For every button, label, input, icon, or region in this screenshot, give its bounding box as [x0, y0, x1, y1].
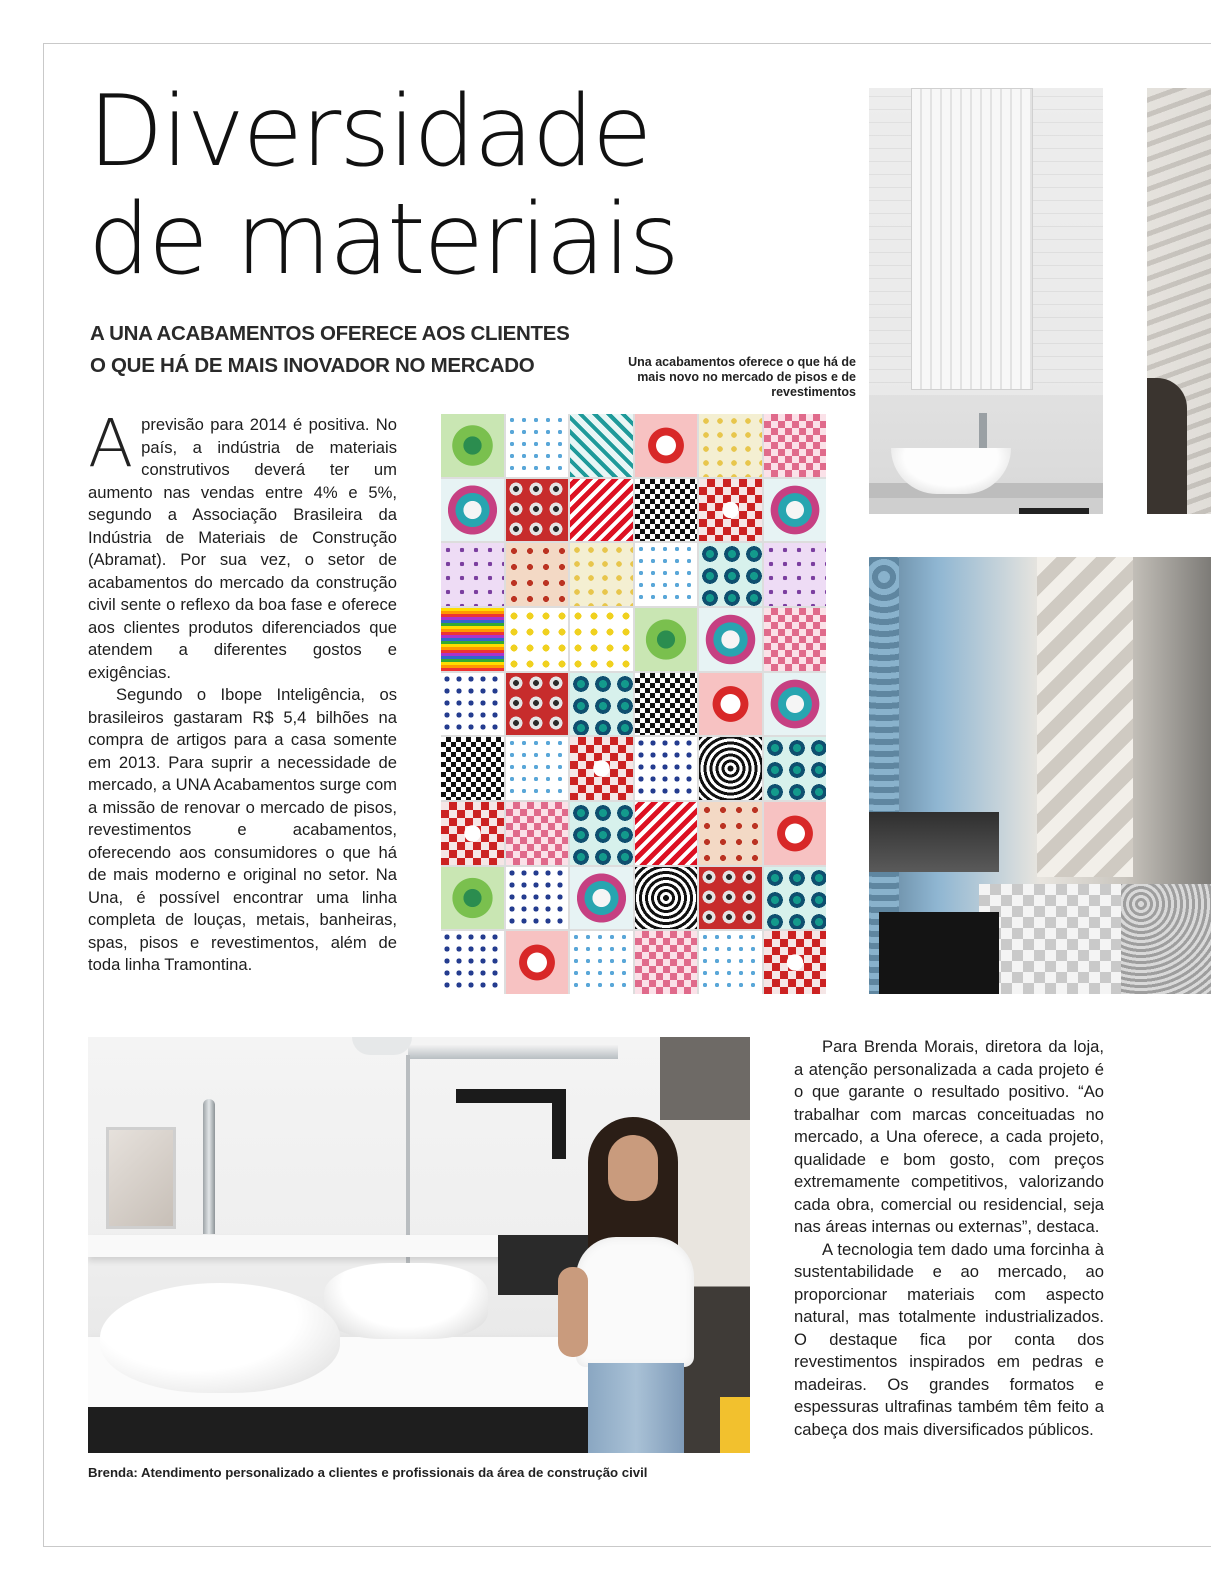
tile: [699, 479, 762, 542]
tile: [635, 608, 698, 671]
tile: [764, 867, 827, 930]
tile: [441, 867, 504, 930]
tile: [699, 867, 762, 930]
tile: [506, 867, 569, 930]
tile: [570, 802, 633, 865]
tile: [635, 414, 698, 477]
deck-line-1: A UNA ACABAMENTOS OFERECE AOS CLIENTES: [90, 322, 570, 345]
tile: [635, 737, 698, 800]
paragraph-1: [88, 405, 397, 684]
tile: [441, 543, 504, 606]
text-column-left: [88, 405, 397, 977]
tile: [506, 737, 569, 800]
tile: [570, 673, 633, 736]
tile: [635, 543, 698, 606]
bathroom-photo-3d-wall: [869, 557, 1211, 994]
tile: [441, 479, 504, 542]
tile: [441, 931, 504, 994]
tile: [699, 608, 762, 671]
tile: [699, 931, 762, 994]
bathroom-photo-white: [869, 88, 1103, 514]
tile: [635, 867, 698, 930]
tile: [764, 543, 827, 606]
tile: [699, 543, 762, 606]
tile: [699, 802, 762, 865]
drop-cap: A: [88, 405, 134, 482]
tile: [441, 802, 504, 865]
text-column-right: [794, 1036, 1104, 1441]
photo-caption-portrait: Brenda: Atendimento personalizado a clientes e profissionais da área de construção civil: [88, 1465, 648, 1480]
tile: [699, 673, 762, 736]
photo-caption-tiles: Una acabamentos oferece o que há de mais novo no mercado de pisos e de revestimentos: [628, 355, 856, 399]
tile: [506, 479, 569, 542]
tile: [635, 673, 698, 736]
tile: [570, 479, 633, 542]
tile: [764, 802, 827, 865]
tile: [635, 479, 698, 542]
tile: [764, 673, 827, 736]
tile: [506, 802, 569, 865]
tile: [764, 414, 827, 477]
paragraph-1-text: previsão para 2014 é positiva. No país, a indústria de materiais construtivos deverá ter um aumento nas vendas entre 4% e 5%, segundo a Associação Brasileira da Indústria de Materiais de Construção (Abramat). Por sua vez, o setor de acabamentos do mercado da construção civil sente o reflexo da boa fase e oferece aos clientes produtos diferenciados que atendem a diferentes gostos e exigências.: [88, 415, 397, 682]
tile: [506, 931, 569, 994]
tile: [570, 543, 633, 606]
tile: [570, 867, 633, 930]
tile: [635, 802, 698, 865]
paragraph-4: A tecnologia tem dado uma forcinha à sustentabilidade e ao mercado, ao proporcionar materiais com aspecto natural, mas totalmente industrializados. O destaque fica por conta dos revestimentos inspirados em pedras e madeiras. Os grandes formatos e espessuras ultrafinas também têm feito a cabeça dos mais diversificados públicos.: [794, 1239, 1104, 1439]
tile: [441, 608, 504, 671]
tile: [764, 608, 827, 671]
deck-line-2: O QUE HÁ DE MAIS INOVADOR NO MERCADO: [90, 354, 535, 377]
tile: [506, 673, 569, 736]
headline: [88, 75, 678, 297]
showroom-portrait-photo: [88, 1037, 750, 1453]
tile: [441, 414, 504, 477]
paragraph-2: Segundo o Ibope Inteligência, os brasileiros gastaram R$ 5,4 bilhões na compra de artigos para a casa somente em 2013. Para suprir a necessidade de mercado, a UNA Acabamentos surge com a missão de renovar o mercado de pisos, revestimentos e acabamentos, oferecendo aos consumidores o que há de mais moderno e original no setor. Na Una, é possível encontrar uma linha completa de louças, metais, banheiras, spas, pisos e revestimentos, além de toda linha Tramontina.: [88, 685, 397, 974]
tile-mosaic-photo: [441, 414, 826, 994]
tile: [699, 737, 762, 800]
wave-wall-photo: [1147, 88, 1211, 514]
tile: [506, 608, 569, 671]
tile: [699, 414, 762, 477]
tile: [764, 737, 827, 800]
tile: [764, 931, 827, 994]
tile: [506, 414, 569, 477]
tile: [570, 737, 633, 800]
tile: [441, 673, 504, 736]
tile: [506, 543, 569, 606]
tile: [570, 414, 633, 477]
paragraph-3: Para Brenda Morais, diretora da loja, a atenção personalizada a cada projeto é o que garante o resultado positivo. “Ao trabalhar com marcas conceituadas no mercado, a Una oferece, a cada projeto, qualidade e bom gosto, com preços extremamente competitivos, valorizando cada obra, comercial ou residencial, seja nas áreas internas ou externas”, destaca.: [794, 1037, 1104, 1236]
tile: [441, 737, 504, 800]
headline-line-2: de materiais: [88, 183, 678, 297]
tile: [570, 931, 633, 994]
deck: [90, 318, 570, 382]
person-brenda: [558, 1117, 738, 1453]
tile: [570, 608, 633, 671]
tile: [635, 931, 698, 994]
tile: [764, 479, 827, 542]
headline-line-1: Diversidade: [88, 75, 651, 189]
